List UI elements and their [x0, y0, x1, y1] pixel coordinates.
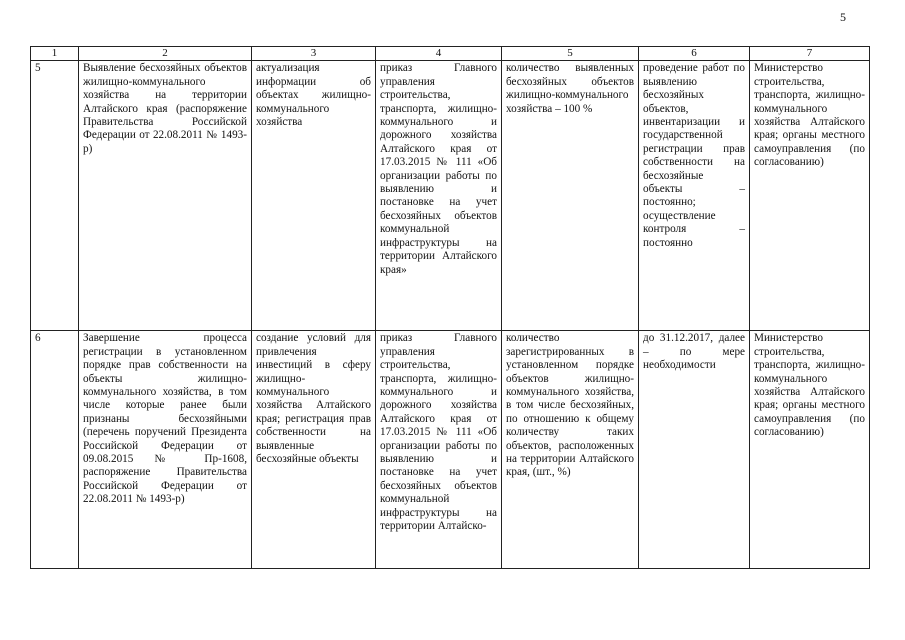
deadline-cell: проведение работ по выявлению бесхозяйных объектов, инвентаризации и государственной регистрации прав собственности на бесхозяйные объекты – постоянно; осуществление контроля – постоянно [639, 61, 750, 331]
column-header: 6 [639, 47, 750, 61]
page-number: 5 [840, 10, 846, 24]
column-header: 2 [79, 47, 252, 61]
measure-cell: Выявление бесхозяйных объектов жилищно-коммунального хозяйства на территории Алтайского края (распоряжение Правительства Российской Федерации от 22.08.2011 № 1493-р) [79, 61, 252, 331]
table-row [31, 61, 870, 331]
executor-cell: Министерство строительства, транспорта, жилищно-коммунального хозяйства Алтайского края; органы местного самоуправления (по согласованию) [750, 61, 870, 331]
document-cell-text: приказ Главного управления строительства, транспорта, жилищно-коммунального и дорожного хозяйства Алтайского края от 17.03.2015 № 111 «Об организации работы по выявлению и постановке на учет бесхозяйных объектов коммунальной инфраструктуры на территории Алтайско- [380, 332, 497, 533]
document-cell: приказ Главного управления строительства, транспорта, жилищно-коммунального и дорожного хозяйства Алтайского края от 17.03.2015 № 111 «Об организации работы по выявлению и постановке на учет бесхозяйных объектов коммунальной инфраструктуры на территории Алтайского края» [376, 61, 502, 331]
table-header-row [31, 47, 870, 61]
executor-cell: Министерство строительства, транспорта, жилищно-коммунального хозяйства Алтайского края; органы местного самоуправления (по согласованию) [750, 331, 870, 569]
column-header: 5 [502, 47, 639, 61]
deadline-cell: до 31.12.2017, далее – по мере необходимости [639, 331, 750, 569]
measures-table [30, 46, 870, 569]
document-cell [376, 331, 502, 569]
table-row [31, 331, 870, 569]
indicator-cell: количество зарегистрированных в установленном порядке объектов жилищно-коммунального хозяйства, в том числе бесхозяйных, по отношению к общему количеству таких объектов, расположенных на территории Алтайского края, (шт., %) [502, 331, 639, 569]
indicator-cell: количество выявленных бесхозяйных объектов жилищно-коммунального хозяйства – 100 % [502, 61, 639, 331]
row-number: 6 [31, 331, 79, 569]
column-header: 4 [376, 47, 502, 61]
column-header: 7 [750, 47, 870, 61]
column-header: 1 [31, 47, 79, 61]
row-number: 5 [31, 61, 79, 331]
goal-cell: актуализация информации об объектах жилищно-коммунального хозяйства [252, 61, 376, 331]
measure-cell: Завершение процесса регистрации в установленном порядке прав собственности на объекты жилищно-коммунального хозяйства, в том числе которые ранее были признаны бесхозяйными (перечень поручений Президента Российской Федерации от 09.08.2015 № Пр-1608, распоряжение Правительства Российской Федерации от 22.08.2011 № 1493-р) [79, 331, 252, 569]
goal-cell: создание условий для привлечения инвестиций в сферу жилищно-коммунального хозяйства Алтайского края; регистрация прав собственности на выявленные бесхозяйные объекты [252, 331, 376, 569]
column-header: 3 [252, 47, 376, 61]
